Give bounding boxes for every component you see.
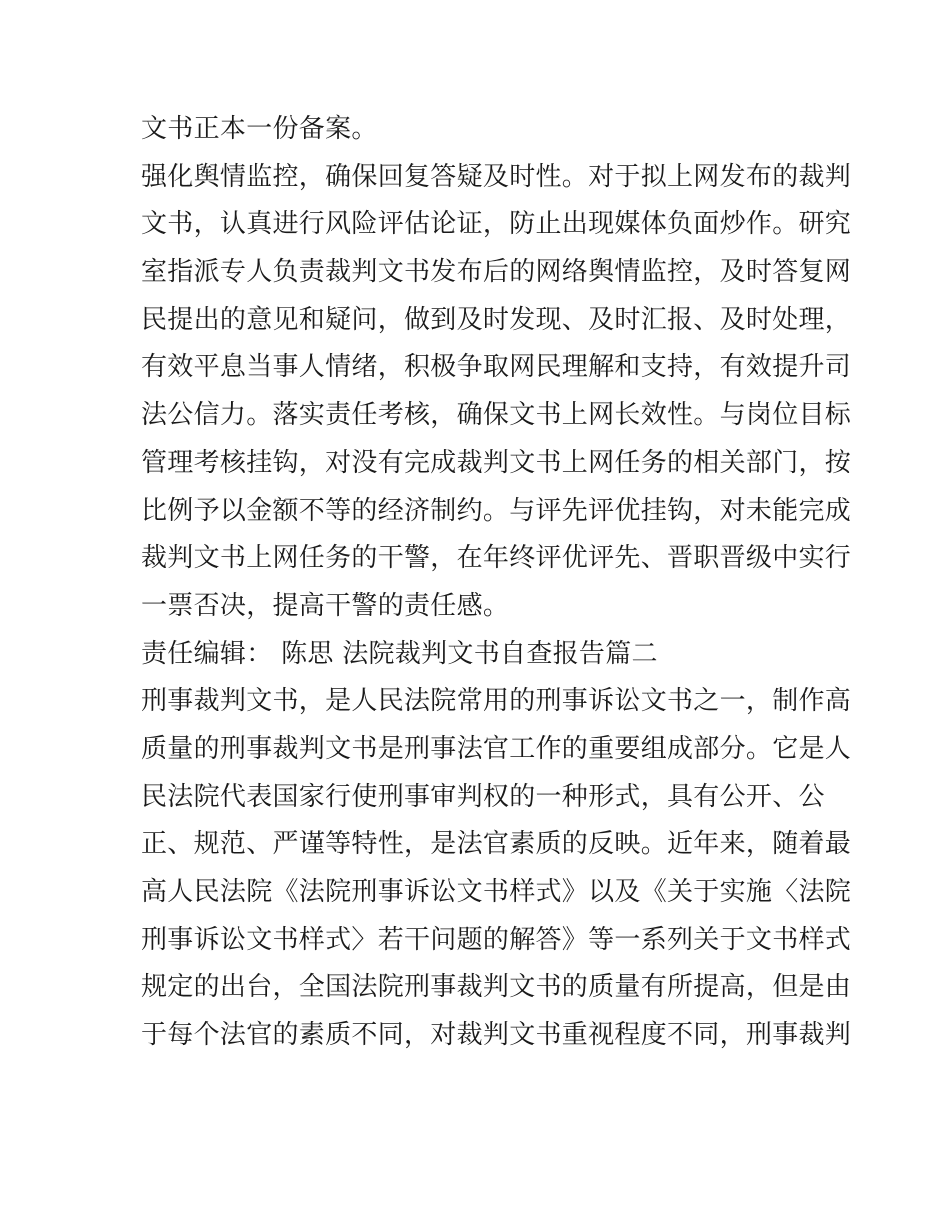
text-line-20: 于每个法官的素质不同，对裁判文书重视程度不同，刑事裁判 [141,1020,852,1051]
text-line-16: 正、规范、严谨等特性，是法官素质的反映。近年来，随着最 [141,829,852,860]
document-body [141,106,852,1060]
text-line-4: 室指派专人负责裁判文书发布后的网络舆情监控，及时答复网 [141,257,852,288]
text-line-9: 比例予以金额不等的经济制约。与评先评优挂钩，对未能完成 [141,495,852,526]
text-line-2: 强化舆情监控，确保回复答疑及时性。对于拟上网发布的裁判 [141,161,852,192]
text-line-10: 裁判文书上网任务的干警，在年终评优评先、晋职晋级中实行 [141,543,852,574]
text-line-13: 刑事裁判文书，是人民法院常用的刑事诉讼文书之一，制作高 [141,686,852,717]
text-line-14: 质量的刑事裁判文书是刑事法官工作的重要组成部分。它是人 [141,733,852,764]
text-line-6: 有效平息当事人情绪，积极争取网民理解和支持，有效提升司 [141,352,852,383]
text-line-19: 规定的出台，全国法院刑事裁判文书的质量有所提高，但是由 [141,972,852,1003]
text-line-7: 法公信力。落实责任考核，确保文书上网长效性。与岗位目标 [141,400,852,431]
text-line-15: 民法院代表国家行使刑事审判权的一种形式，具有公开、公 [141,781,825,812]
text-line-5: 民提出的意见和疑问，做到及时发现、及时汇报、及时处理， [141,304,852,335]
text-line-18: 刑事诉讼文书样式〉若干问题的解答》等一系列关于文书样式 [141,924,852,955]
text-line-1: 文书正本一份备案。 [141,114,378,144]
editor-line: 责任编辑： 陈思 法院裁判文书自查报告篇二 [141,638,658,669]
text-line-3: 文书，认真进行风险评估论证，防止出现媒体负面炒作。研究 [141,209,852,240]
text-line-17: 高人民法院《法院刑事诉讼文书样式》以及《关于实施〈法院 [141,877,852,907]
text-line-8: 管理考核挂钩，对没有完成裁判文书上网任务的相关部门，按 [141,447,852,478]
text-line-11: 一票否决，提高干警的责任感。 [141,590,510,621]
